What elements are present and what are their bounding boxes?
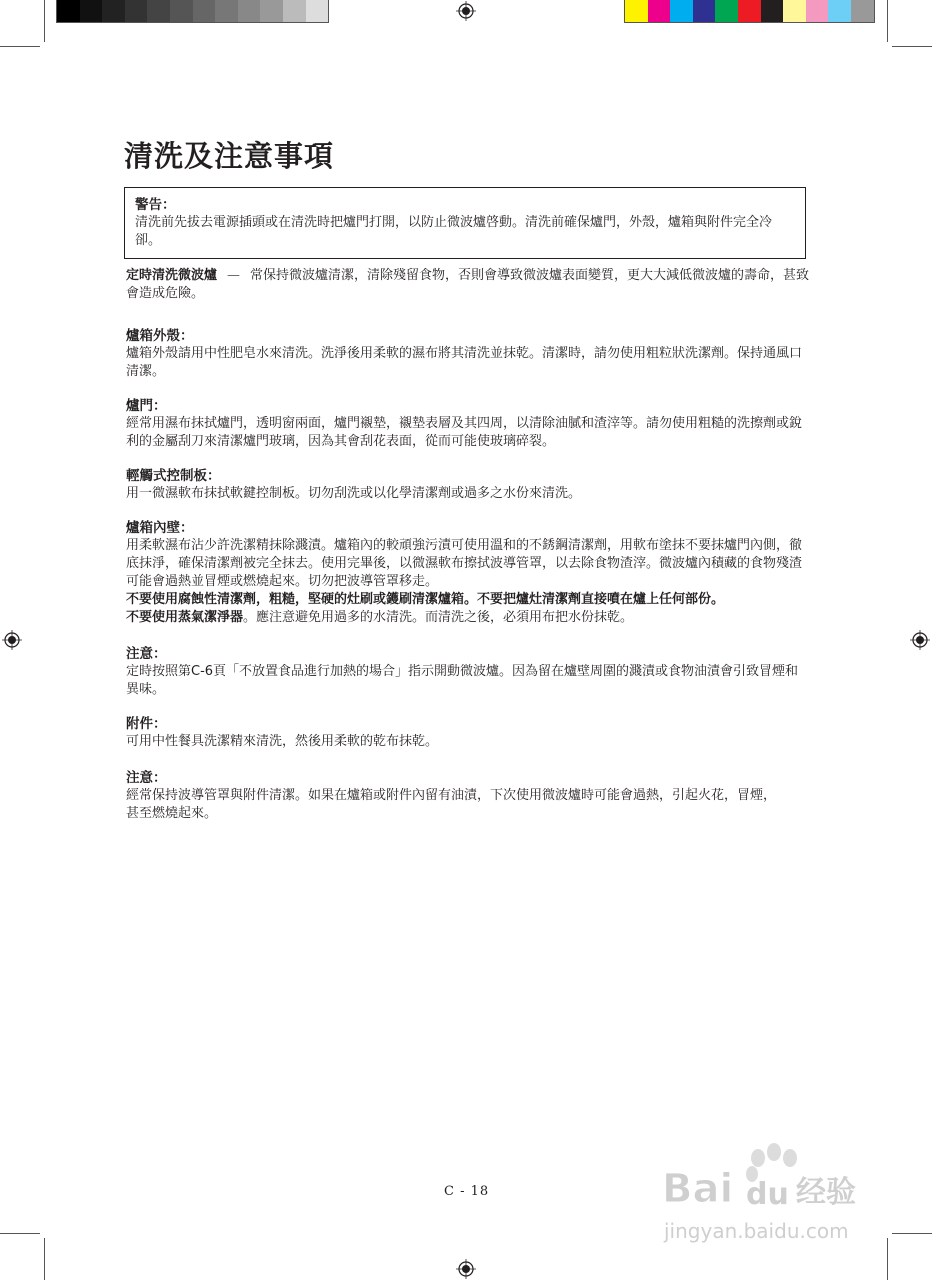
bold-warning-text: 不要使用腐蝕性清潔劑，粗糙，堅硬的灶刷或鑊刷清潔爐箱。不要把爐灶清潔劑直接噴在爐上任何部份。 (126, 592, 725, 607)
section-heading: 爐箱外殼： (126, 328, 194, 344)
crop-mark (887, 1238, 888, 1280)
section-heading: 注意： (126, 770, 167, 786)
page-title: 清洗及注意事項 (124, 139, 335, 173)
color-swatch (670, 0, 693, 22)
section-text: 用柔軟濕布沾少許洗潔精抹除濺漬。爐箱內的較頑強污漬可使用溫和的不銹鋼清潔劑，用軟布塗抹不要抹爐門內側，徹底抹淨，確保清潔劑被完全抹去。使用完畢後，以微濕軟布擦拭波導管罩，以去除食物渣滓。微波爐內積藏的食物殘渣可能會過熱並冒煙或燃燒起來。切勿把波導管罩移走。 (126, 538, 803, 589)
crop-mark (44, 1238, 45, 1280)
color-swatch (57, 0, 80, 22)
section-oven-exterior (126, 327, 810, 381)
section-text: 經常用濕布抹拭爐門，透明窗兩面，爐門襯墊，襯墊表層及其四周，以清除油膩和渣滓等。請勿使用粗糙的洗擦劑或銳利的金屬刮刀來清潔爐門玻璃，因為其會刮花表面，從而可能使玻璃碎裂。 (126, 416, 803, 449)
section-accessories (126, 715, 810, 751)
document-body (126, 267, 810, 823)
section-text: 可用中性餐具洗潔精來清洗，然後用柔軟的乾布抹乾。 (126, 734, 439, 749)
color-swatch (715, 0, 738, 22)
warning-box (124, 187, 806, 259)
svg-text:Bai: Bai (662, 1166, 734, 1212)
color-swatch (260, 0, 283, 22)
section-touch-control-panel (126, 467, 810, 503)
grayscale-color-bar (56, 0, 329, 23)
color-swatch (147, 0, 170, 22)
baidu-jingyan-watermark-logo (660, 1140, 880, 1250)
warning-text: 清洗前先拔去電源插頭或在清洗時把爐門打開，以防止微波爐啓動。清洗前確保爐門，外殼，爐箱與附件完全冷卻。 (135, 215, 773, 248)
intro-text: 常保持微波爐清潔，清除殘留食物，否則會導致微波爐表面變質，更大大減低微波爐的壽命，甚致會造成危險。 (126, 268, 810, 301)
crop-mark (887, 0, 888, 42)
section-heading: 注意： (126, 646, 167, 662)
section-oven-interior (126, 519, 810, 627)
section-oven-door (126, 397, 810, 451)
section-tail-paragraph (126, 609, 810, 627)
registration-mark-icon (456, 1, 476, 21)
color-swatch (761, 0, 784, 22)
warning-heading: 警告： (135, 197, 176, 213)
registration-mark-icon (2, 630, 22, 650)
cmyk-color-bar (624, 0, 875, 23)
crop-mark (892, 1233, 932, 1234)
color-swatch (648, 0, 671, 22)
section-caution-1 (126, 645, 810, 699)
section-caution-2 (126, 769, 810, 823)
svg-text:经验: 经验 (796, 1175, 856, 1210)
crop-mark (44, 0, 45, 42)
section-text: 定時按照第C-6頁「不放置食品進行加熱的場合」指示開動微波爐。因為留在爐壁周圍的濺漬或食物油漬會引致冒煙和異味。 (126, 664, 799, 697)
section-heading: 爐箱內壁： (126, 520, 194, 536)
color-swatch (102, 0, 125, 22)
color-swatch (693, 0, 716, 22)
svg-text:du: du (746, 1177, 789, 1212)
color-swatch (170, 0, 193, 22)
color-swatch (193, 0, 216, 22)
section-heading: 輕觸式控制板： (126, 468, 221, 484)
section-text: 經常保持波導管罩與附件清潔。如果在爐箱或附件內留有油漬，下次使用微波爐時可能會過熱，引起火花，冒煙，甚至燃燒起來。 (126, 788, 777, 821)
intro-lead: 定時清洗微波爐 (126, 268, 218, 283)
section-tail-text: 。應注意避免用過多的水清洗。而清洗之後，必須用布把水份抹乾。 (243, 610, 634, 625)
intro-paragraph (126, 267, 810, 303)
intro-dash: — (227, 268, 241, 283)
bold-warning-text: 不要使用蒸氣潔淨器 (126, 610, 244, 625)
registration-mark-icon (456, 1259, 476, 1279)
section-text: 用一微濕軟布抹拭軟鍵控制板。切勿刮洗或以化學清潔劑或過多之水份來清洗。 (126, 486, 582, 501)
crop-mark (0, 1233, 40, 1234)
color-swatch (625, 0, 648, 22)
watermark-url: jingyan.baidu.com (664, 1219, 849, 1243)
color-swatch (125, 0, 148, 22)
crop-mark (892, 46, 932, 47)
section-heading: 附件： (126, 716, 167, 732)
color-swatch (238, 0, 261, 22)
color-swatch (80, 0, 103, 22)
color-swatch (783, 0, 806, 22)
color-swatch (306, 0, 329, 22)
registration-mark-icon (910, 630, 930, 650)
section-text: 爐箱外殼請用中性肥皂水來清洗。洗淨後用柔軟的濕布將其清洗並抹乾。清潔時，請勿使用粗粒狀洗潔劑。保持通風口清潔。 (126, 346, 803, 379)
color-swatch (738, 0, 761, 22)
section-bold-warning (126, 591, 810, 609)
crop-mark (0, 46, 40, 47)
color-swatch (215, 0, 238, 22)
color-swatch (828, 0, 851, 22)
color-swatch (806, 0, 829, 22)
color-swatch (283, 0, 306, 22)
page-number: C - 18 (444, 1184, 490, 1199)
section-heading: 爐門： (126, 398, 167, 414)
color-swatch (851, 0, 874, 22)
